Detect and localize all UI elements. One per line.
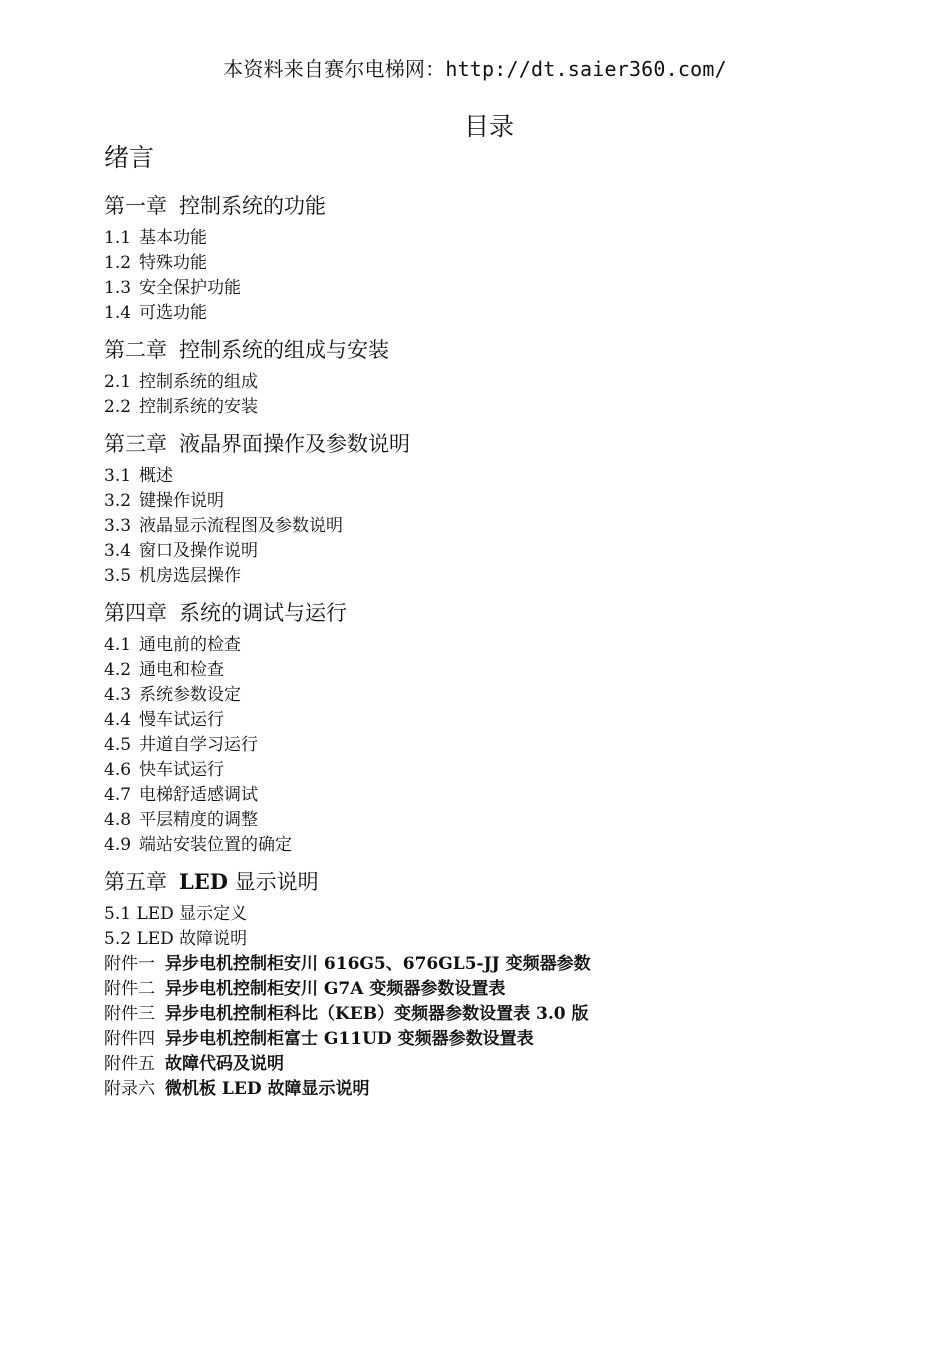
toc-appendix[interactable] bbox=[104, 977, 884, 1002]
section-title: 机房选层操作 bbox=[139, 566, 242, 586]
section-number: 4.8 bbox=[104, 810, 132, 830]
section-title: 端站安装位置的确定 bbox=[139, 835, 293, 855]
section-number: 2.2 bbox=[104, 397, 132, 417]
appendix-title: 微机板 LED 故障显示说明 bbox=[165, 1079, 370, 1099]
toc-section[interactable] bbox=[104, 564, 884, 589]
section-title: 通电和检查 bbox=[139, 660, 225, 680]
section-title: 液晶显示流程图及参数说明 bbox=[139, 516, 344, 536]
page-title: 目录 bbox=[463, 111, 514, 141]
toc-section[interactable] bbox=[104, 683, 884, 708]
section-number: 1.4 bbox=[104, 303, 132, 323]
section-number: 1.3 bbox=[104, 278, 132, 298]
appendix-title: 异步电机控制柜富士 G11UD 变频器参数设置表 bbox=[165, 1029, 534, 1049]
toc-section[interactable] bbox=[104, 902, 884, 927]
table-of-contents bbox=[104, 141, 884, 1102]
chapter-heading[interactable] bbox=[104, 598, 884, 628]
chapter-title: 液晶界面操作及参数说明 bbox=[179, 432, 410, 456]
toc-section[interactable] bbox=[104, 301, 884, 326]
appendix-title: 异步电机控制柜安川 616G5、676GL5-JJ 变频器参数 bbox=[165, 954, 591, 974]
appendix-number: 附件一 bbox=[104, 954, 155, 974]
toc-appendix[interactable] bbox=[104, 1002, 884, 1027]
section-number: 4.3 bbox=[104, 685, 132, 705]
section-title: 慢车试运行 bbox=[139, 710, 225, 730]
chapter-number: 第五章 bbox=[104, 870, 167, 894]
source-header: 本资料来自赛尔电梯网：http://dt.saier360.com/ bbox=[223, 57, 727, 81]
chapter-number: 第四章 bbox=[104, 601, 167, 625]
section-number: 4.6 bbox=[104, 760, 132, 780]
section-title: 平层精度的调整 bbox=[139, 810, 259, 830]
section-list bbox=[104, 633, 884, 858]
toc-section[interactable] bbox=[104, 251, 884, 276]
section-number: 2.1 bbox=[104, 372, 132, 392]
section-title: 电梯舒适感调试 bbox=[139, 785, 259, 805]
chapter-title-en: LED bbox=[179, 869, 228, 894]
toc-preface: 绪言 bbox=[104, 143, 155, 172]
section-title: LED 显示定义 bbox=[136, 904, 248, 924]
chapter-number: 第二章 bbox=[104, 338, 167, 362]
toc-section[interactable] bbox=[104, 395, 884, 420]
toc-appendix[interactable] bbox=[104, 1027, 884, 1052]
chapter-heading[interactable] bbox=[104, 335, 884, 365]
toc-section[interactable] bbox=[104, 489, 884, 514]
chapter-number: 第三章 bbox=[104, 432, 167, 456]
chapter-number: 第一章 bbox=[104, 194, 167, 218]
appendix-title: 异步电机控制柜科比（KEB）变频器参数设置表 3.0 版 bbox=[165, 1004, 589, 1024]
section-number: 4.4 bbox=[104, 710, 132, 730]
section-number: 4.9 bbox=[104, 835, 132, 855]
toc-section[interactable] bbox=[104, 758, 884, 783]
section-number: 5.2 bbox=[104, 929, 132, 949]
section-number: 3.1 bbox=[104, 466, 132, 486]
section-number: 4.2 bbox=[104, 660, 132, 680]
chapter-heading[interactable] bbox=[104, 867, 884, 897]
section-title: 系统参数设定 bbox=[139, 685, 242, 705]
toc-section[interactable] bbox=[104, 808, 884, 833]
toc-section[interactable] bbox=[104, 633, 884, 658]
appendix-number: 附件四 bbox=[104, 1029, 155, 1049]
section-number: 3.5 bbox=[104, 566, 132, 586]
section-title: 安全保护功能 bbox=[139, 278, 242, 298]
section-number: 4.1 bbox=[104, 635, 132, 655]
appendix-number: 附件三 bbox=[104, 1004, 155, 1024]
section-title: 快车试运行 bbox=[139, 760, 225, 780]
section-number: 3.2 bbox=[104, 491, 132, 511]
appendix-list bbox=[104, 952, 884, 1102]
section-title: 键操作说明 bbox=[139, 491, 225, 511]
toc-section[interactable] bbox=[104, 226, 884, 251]
section-number: 4.5 bbox=[104, 735, 132, 755]
section-number: 4.7 bbox=[104, 785, 132, 805]
chapter-heading[interactable] bbox=[104, 191, 884, 221]
toc-appendix[interactable] bbox=[104, 1052, 884, 1077]
toc-section[interactable] bbox=[104, 833, 884, 858]
section-number: 3.4 bbox=[104, 541, 132, 561]
section-title: 控制系统的组成 bbox=[139, 372, 259, 392]
toc-section[interactable] bbox=[104, 464, 884, 489]
section-list bbox=[104, 902, 884, 952]
toc-chapter-4 bbox=[104, 598, 884, 858]
section-list bbox=[104, 370, 884, 420]
chapter-title: 显示说明 bbox=[234, 870, 319, 894]
section-title: 控制系统的安装 bbox=[139, 397, 259, 417]
toc-chapter-3 bbox=[104, 429, 884, 589]
toc-appendix[interactable] bbox=[104, 1077, 884, 1102]
section-list bbox=[104, 464, 884, 589]
toc-section[interactable] bbox=[104, 276, 884, 301]
toc-section[interactable] bbox=[104, 783, 884, 808]
toc-section[interactable] bbox=[104, 514, 884, 539]
chapter-title: 系统的调试与运行 bbox=[179, 601, 347, 625]
appendix-title: 故障代码及说明 bbox=[165, 1054, 284, 1074]
appendix-title: 异步电机控制柜安川 G7A 变频器参数设置表 bbox=[165, 979, 506, 999]
toc-section[interactable] bbox=[104, 927, 884, 952]
chapter-title: 控制系统的功能 bbox=[179, 194, 326, 218]
section-number: 1.1 bbox=[104, 228, 132, 248]
toc-section[interactable] bbox=[104, 733, 884, 758]
section-title: 井道自学习运行 bbox=[139, 735, 259, 755]
section-list bbox=[104, 226, 884, 326]
toc-section[interactable] bbox=[104, 658, 884, 683]
section-title: LED 故障说明 bbox=[136, 929, 248, 949]
toc-chapter-2 bbox=[104, 335, 884, 420]
section-title: 概述 bbox=[139, 466, 174, 486]
chapter-heading[interactable] bbox=[104, 429, 884, 459]
appendix-number: 附录六 bbox=[104, 1079, 155, 1099]
section-title: 特殊功能 bbox=[139, 253, 208, 273]
toc-chapter-1 bbox=[104, 191, 884, 326]
section-title: 可选功能 bbox=[139, 303, 208, 323]
toc-section[interactable] bbox=[104, 539, 884, 564]
toc-section[interactable] bbox=[104, 370, 884, 395]
section-title: 通电前的检查 bbox=[139, 635, 242, 655]
section-number: 3.3 bbox=[104, 516, 132, 536]
section-title: 窗口及操作说明 bbox=[139, 541, 259, 561]
toc-appendix[interactable] bbox=[104, 952, 884, 977]
toc-section[interactable] bbox=[104, 708, 884, 733]
toc-chapter-5 bbox=[104, 867, 884, 952]
appendix-number: 附件五 bbox=[104, 1054, 155, 1074]
section-number: 5.1 bbox=[104, 904, 132, 924]
section-title: 基本功能 bbox=[139, 228, 208, 248]
section-number: 1.2 bbox=[104, 253, 132, 273]
appendix-number: 附件二 bbox=[104, 979, 155, 999]
chapter-title: 控制系统的组成与安装 bbox=[179, 338, 389, 362]
